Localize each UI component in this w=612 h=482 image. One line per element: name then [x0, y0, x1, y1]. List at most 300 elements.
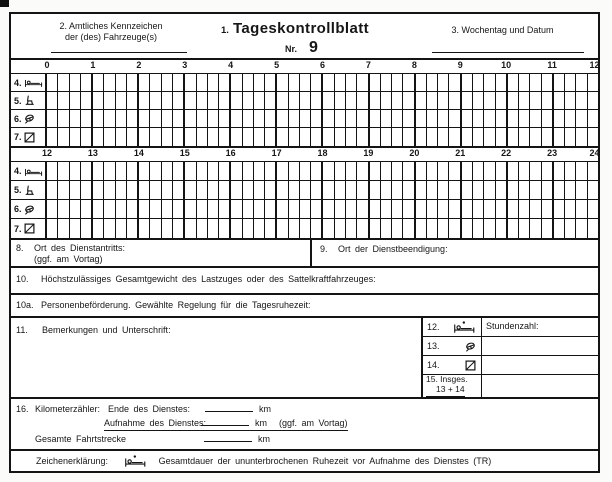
time-quarter-cell[interactable]: [462, 181, 473, 199]
time-quarter-cell[interactable]: [576, 128, 587, 146]
time-quarter-cell[interactable]: [335, 110, 346, 127]
time-quarter-cell[interactable]: [70, 128, 81, 146]
time-quarter-cell[interactable]: [254, 219, 265, 238]
time-quarter-cell[interactable]: [311, 181, 321, 199]
time-quarter-cell[interactable]: [104, 92, 115, 109]
time-quarter-cell[interactable]: [81, 162, 91, 180]
time-quarter-cell[interactable]: [473, 74, 484, 91]
time-quarter-cell[interactable]: [530, 92, 541, 109]
time-quarter-cell[interactable]: [416, 128, 427, 146]
time-quarter-cell[interactable]: [173, 74, 183, 91]
time-quarter-cell[interactable]: [438, 219, 449, 238]
time-quarter-cell[interactable]: [139, 200, 150, 218]
time-quarter-cell[interactable]: [554, 128, 565, 146]
time-quarter-cell[interactable]: [300, 200, 311, 218]
time-quarter-cell[interactable]: [197, 128, 208, 146]
time-quarter-cell[interactable]: [208, 162, 219, 180]
time-quarter-cell[interactable]: [243, 219, 254, 238]
time-quarter-cell[interactable]: [150, 128, 161, 146]
time-quarter-cell[interactable]: [588, 92, 598, 109]
time-quarter-cell[interactable]: [462, 200, 473, 218]
time-quarter-cell[interactable]: [162, 162, 173, 180]
time-quarter-cell[interactable]: [185, 110, 196, 127]
time-quarter-cell[interactable]: [449, 128, 459, 146]
field-8-duty-start-place[interactable]: [11, 240, 312, 266]
time-quarter-cell[interactable]: [173, 110, 183, 127]
time-quarter-cell[interactable]: [335, 200, 346, 218]
time-quarter-cell[interactable]: [427, 181, 438, 199]
time-quarter-cell[interactable]: [484, 200, 495, 218]
time-quarter-cell[interactable]: [289, 128, 300, 146]
time-quarter-cell[interactable]: [496, 219, 506, 238]
time-quarter-cell[interactable]: [416, 219, 427, 238]
time-quarter-cell[interactable]: [150, 181, 161, 199]
time-quarter-cell[interactable]: [219, 200, 229, 218]
time-quarter-cell[interactable]: [289, 74, 300, 91]
time-quarter-cell[interactable]: [508, 128, 519, 146]
time-quarter-cell[interactable]: [588, 181, 598, 199]
time-quarter-cell[interactable]: [150, 219, 161, 238]
time-quarter-cell[interactable]: [496, 74, 506, 91]
time-quarter-cell[interactable]: [462, 128, 473, 146]
time-quarter-cell[interactable]: [243, 200, 254, 218]
time-quarter-cell[interactable]: [289, 110, 300, 127]
time-quarter-cell[interactable]: [47, 74, 58, 91]
time-quarter-cell[interactable]: [542, 200, 552, 218]
time-quarter-cell[interactable]: [519, 110, 530, 127]
time-quarter-cell[interactable]: [58, 219, 69, 238]
time-quarter-cell[interactable]: [484, 74, 495, 91]
time-quarter-cell[interactable]: [219, 74, 229, 91]
time-quarter-cell[interactable]: [81, 200, 91, 218]
time-quarter-cell[interactable]: [311, 162, 321, 180]
time-quarter-cell[interactable]: [403, 162, 413, 180]
time-quarter-cell[interactable]: [104, 219, 115, 238]
time-quarter-cell[interactable]: [519, 200, 530, 218]
time-quarter-cell[interactable]: [185, 200, 196, 218]
time-quarter-cell[interactable]: [127, 128, 137, 146]
time-quarter-cell[interactable]: [508, 200, 519, 218]
time-quarter-cell[interactable]: [311, 219, 321, 238]
time-quarter-cell[interactable]: [542, 92, 552, 109]
time-quarter-cell[interactable]: [508, 181, 519, 199]
time-quarter-cell[interactable]: [93, 92, 104, 109]
time-quarter-cell[interactable]: [530, 74, 541, 91]
time-quarter-cell[interactable]: [231, 181, 242, 199]
time-quarter-cell[interactable]: [370, 74, 381, 91]
time-quarter-cell[interactable]: [150, 74, 161, 91]
time-quarter-cell[interactable]: [243, 74, 254, 91]
time-quarter-cell[interactable]: [381, 74, 392, 91]
time-quarter-cell[interactable]: [335, 162, 346, 180]
time-quarter-cell[interactable]: [197, 219, 208, 238]
time-quarter-cell[interactable]: [496, 110, 506, 127]
time-quarter-cell[interactable]: [139, 74, 150, 91]
time-quarter-cell[interactable]: [127, 92, 137, 109]
time-quarter-cell[interactable]: [162, 200, 173, 218]
time-quarter-cell[interactable]: [392, 110, 403, 127]
time-quarter-cell[interactable]: [554, 92, 565, 109]
time-quarter-cell[interactable]: [104, 162, 115, 180]
time-quarter-cell[interactable]: [357, 181, 367, 199]
time-quarter-cell[interactable]: [438, 74, 449, 91]
time-quarter-cell[interactable]: [496, 128, 506, 146]
time-quarter-cell[interactable]: [565, 110, 576, 127]
time-quarter-cell[interactable]: [104, 200, 115, 218]
time-quarter-cell[interactable]: [335, 128, 346, 146]
time-quarter-cell[interactable]: [576, 219, 587, 238]
time-quarter-cell[interactable]: [530, 181, 541, 199]
time-quarter-cell[interactable]: [70, 219, 81, 238]
odometer-start-write-line[interactable]: [201, 418, 249, 426]
time-quarter-cell[interactable]: [277, 110, 288, 127]
time-quarter-cell[interactable]: [311, 200, 321, 218]
time-quarter-cell[interactable]: [403, 128, 413, 146]
time-quarter-cell[interactable]: [392, 128, 403, 146]
time-quarter-cell[interactable]: [530, 162, 541, 180]
time-quarter-cell[interactable]: [588, 128, 598, 146]
time-quarter-cell[interactable]: [265, 200, 275, 218]
time-quarter-cell[interactable]: [462, 92, 473, 109]
time-quarter-cell[interactable]: [496, 92, 506, 109]
time-quarter-cell[interactable]: [139, 219, 150, 238]
time-quarter-cell[interactable]: [346, 128, 357, 146]
time-quarter-cell[interactable]: [289, 219, 300, 238]
time-quarter-cell[interactable]: [588, 110, 598, 127]
time-quarter-cell[interactable]: [208, 181, 219, 199]
time-quarter-cell[interactable]: [311, 74, 321, 91]
time-quarter-cell[interactable]: [588, 74, 598, 91]
time-quarter-cell[interactable]: [185, 74, 196, 91]
time-quarter-cell[interactable]: [70, 162, 81, 180]
time-quarter-cell[interactable]: [438, 92, 449, 109]
time-quarter-cell[interactable]: [403, 219, 413, 238]
time-quarter-cell[interactable]: [70, 181, 81, 199]
time-quarter-cell[interactable]: [554, 162, 565, 180]
field-3-write-line[interactable]: [432, 52, 584, 53]
time-quarter-cell[interactable]: [357, 219, 367, 238]
time-quarter-cell[interactable]: [185, 92, 196, 109]
time-quarter-cell[interactable]: [496, 162, 506, 180]
time-quarter-cell[interactable]: [554, 219, 565, 238]
time-quarter-cell[interactable]: [162, 74, 173, 91]
time-quarter-cell[interactable]: [150, 162, 161, 180]
time-quarter-cell[interactable]: [576, 110, 587, 127]
time-quarter-cell[interactable]: [231, 92, 242, 109]
time-quarter-cell[interactable]: [346, 162, 357, 180]
time-quarter-cell[interactable]: [496, 181, 506, 199]
time-quarter-cell[interactable]: [277, 219, 288, 238]
time-quarter-cell[interactable]: [519, 162, 530, 180]
time-quarter-cell[interactable]: [449, 92, 459, 109]
time-quarter-cell[interactable]: [162, 219, 173, 238]
time-quarter-cell[interactable]: [403, 74, 413, 91]
time-quarter-cell[interactable]: [416, 181, 427, 199]
stundenzahl-cell[interactable]: [482, 318, 598, 336]
time-quarter-cell[interactable]: [357, 162, 367, 180]
time-quarter-cell[interactable]: [81, 74, 91, 91]
time-quarter-cell[interactable]: [449, 200, 459, 218]
time-quarter-cell[interactable]: [588, 219, 598, 238]
time-quarter-cell[interactable]: [462, 74, 473, 91]
time-quarter-cell[interactable]: [289, 181, 300, 199]
time-quarter-cell[interactable]: [484, 128, 495, 146]
time-quarter-cell[interactable]: [277, 181, 288, 199]
time-quarter-cell[interactable]: [438, 128, 449, 146]
time-quarter-cell[interactable]: [208, 92, 219, 109]
time-quarter-cell[interactable]: [231, 128, 242, 146]
time-quarter-cell[interactable]: [370, 110, 381, 127]
time-quarter-cell[interactable]: [58, 181, 69, 199]
time-quarter-cell[interactable]: [116, 74, 127, 91]
time-quarter-cell[interactable]: [473, 92, 484, 109]
time-quarter-cell[interactable]: [254, 162, 265, 180]
time-quarter-cell[interactable]: [162, 181, 173, 199]
time-quarter-cell[interactable]: [427, 128, 438, 146]
time-quarter-cell[interactable]: [427, 219, 438, 238]
time-quarter-cell[interactable]: [127, 110, 137, 127]
time-quarter-cell[interactable]: [427, 200, 438, 218]
time-quarter-cell[interactable]: [127, 181, 137, 199]
time-quarter-cell[interactable]: [197, 181, 208, 199]
time-quarter-cell[interactable]: [58, 92, 69, 109]
time-quarter-cell[interactable]: [381, 110, 392, 127]
time-quarter-cell[interactable]: [542, 181, 552, 199]
time-quarter-cell[interactable]: [47, 162, 58, 180]
time-quarter-cell[interactable]: [139, 110, 150, 127]
time-quarter-cell[interactable]: [254, 92, 265, 109]
time-quarter-cell[interactable]: [311, 128, 321, 146]
time-quarter-cell[interactable]: [427, 110, 438, 127]
time-quarter-cell[interactable]: [300, 92, 311, 109]
time-quarter-cell[interactable]: [323, 74, 334, 91]
time-quarter-cell[interactable]: [484, 110, 495, 127]
time-quarter-cell[interactable]: [392, 74, 403, 91]
time-quarter-cell[interactable]: [565, 181, 576, 199]
time-quarter-cell[interactable]: [427, 74, 438, 91]
time-quarter-cell[interactable]: [438, 162, 449, 180]
time-quarter-cell[interactable]: [565, 200, 576, 218]
time-quarter-cell[interactable]: [473, 181, 484, 199]
time-quarter-cell[interactable]: [208, 110, 219, 127]
summary-row-14-value[interactable]: [482, 356, 598, 374]
time-quarter-cell[interactable]: [542, 219, 552, 238]
time-quarter-cell[interactable]: [81, 128, 91, 146]
time-quarter-cell[interactable]: [370, 219, 381, 238]
time-quarter-cell[interactable]: [173, 200, 183, 218]
time-quarter-cell[interactable]: [311, 110, 321, 127]
time-quarter-cell[interactable]: [381, 181, 392, 199]
time-quarter-cell[interactable]: [208, 128, 219, 146]
time-quarter-cell[interactable]: [139, 181, 150, 199]
time-quarter-cell[interactable]: [58, 110, 69, 127]
time-quarter-cell[interactable]: [484, 219, 495, 238]
time-quarter-cell[interactable]: [530, 219, 541, 238]
time-quarter-cell[interactable]: [403, 110, 413, 127]
time-quarter-cell[interactable]: [208, 200, 219, 218]
time-quarter-cell[interactable]: [530, 128, 541, 146]
field-10a-write-area[interactable]: [311, 300, 598, 316]
time-quarter-cell[interactable]: [381, 200, 392, 218]
time-quarter-cell[interactable]: [58, 128, 69, 146]
time-quarter-cell[interactable]: [519, 74, 530, 91]
time-quarter-cell[interactable]: [162, 128, 173, 146]
time-quarter-cell[interactable]: [219, 162, 229, 180]
time-quarter-cell[interactable]: [219, 92, 229, 109]
time-quarter-cell[interactable]: [277, 74, 288, 91]
time-quarter-cell[interactable]: [289, 200, 300, 218]
time-quarter-cell[interactable]: [127, 162, 137, 180]
time-quarter-cell[interactable]: [162, 92, 173, 109]
time-quarter-cell[interactable]: [116, 200, 127, 218]
time-quarter-cell[interactable]: [530, 110, 541, 127]
time-quarter-cell[interactable]: [81, 92, 91, 109]
time-quarter-cell[interactable]: [47, 110, 58, 127]
time-quarter-cell[interactable]: [496, 200, 506, 218]
time-quarter-cell[interactable]: [93, 162, 104, 180]
time-quarter-cell[interactable]: [231, 219, 242, 238]
summary-row-13-value[interactable]: [482, 337, 598, 355]
time-quarter-cell[interactable]: [370, 92, 381, 109]
time-quarter-cell[interactable]: [300, 74, 311, 91]
time-quarter-cell[interactable]: [462, 219, 473, 238]
time-quarter-cell[interactable]: [357, 110, 367, 127]
time-quarter-cell[interactable]: [58, 200, 69, 218]
time-quarter-cell[interactable]: [508, 110, 519, 127]
time-quarter-cell[interactable]: [416, 74, 427, 91]
time-quarter-cell[interactable]: [300, 181, 311, 199]
time-quarter-cell[interactable]: [70, 74, 81, 91]
time-quarter-cell[interactable]: [139, 162, 150, 180]
time-quarter-cell[interactable]: [127, 219, 137, 238]
time-quarter-cell[interactable]: [427, 162, 438, 180]
time-quarter-cell[interactable]: [323, 110, 334, 127]
time-quarter-cell[interactable]: [462, 110, 473, 127]
field-10-write-area[interactable]: [376, 274, 598, 293]
time-quarter-cell[interactable]: [323, 92, 334, 109]
time-quarter-cell[interactable]: [185, 162, 196, 180]
time-quarter-cell[interactable]: [219, 219, 229, 238]
time-quarter-cell[interactable]: [508, 219, 519, 238]
time-quarter-cell[interactable]: [554, 200, 565, 218]
time-quarter-cell[interactable]: [519, 181, 530, 199]
time-quarter-cell[interactable]: [185, 181, 196, 199]
time-quarter-cell[interactable]: [462, 162, 473, 180]
time-quarter-cell[interactable]: [335, 219, 346, 238]
time-quarter-cell[interactable]: [173, 128, 183, 146]
time-quarter-cell[interactable]: [93, 181, 104, 199]
time-quarter-cell[interactable]: [139, 128, 150, 146]
time-quarter-cell[interactable]: [576, 181, 587, 199]
time-quarter-cell[interactable]: [392, 219, 403, 238]
time-quarter-cell[interactable]: [554, 74, 565, 91]
time-quarter-cell[interactable]: [265, 92, 275, 109]
time-quarter-cell[interactable]: [81, 219, 91, 238]
time-quarter-cell[interactable]: [116, 219, 127, 238]
time-quarter-cell[interactable]: [346, 200, 357, 218]
time-quarter-cell[interactable]: [508, 92, 519, 109]
time-quarter-cell[interactable]: [335, 92, 346, 109]
time-quarter-cell[interactable]: [381, 219, 392, 238]
time-quarter-cell[interactable]: [403, 92, 413, 109]
time-quarter-cell[interactable]: [323, 181, 334, 199]
time-quarter-cell[interactable]: [473, 110, 484, 127]
time-quarter-cell[interactable]: [508, 74, 519, 91]
field-9-duty-end-place[interactable]: [312, 240, 598, 266]
time-quarter-cell[interactable]: [370, 162, 381, 180]
time-quarter-cell[interactable]: [416, 162, 427, 180]
time-quarter-cell[interactable]: [93, 74, 104, 91]
time-quarter-cell[interactable]: [346, 219, 357, 238]
time-quarter-cell[interactable]: [588, 200, 598, 218]
time-quarter-cell[interactable]: [277, 92, 288, 109]
time-quarter-cell[interactable]: [370, 128, 381, 146]
time-quarter-cell[interactable]: [357, 128, 367, 146]
time-quarter-cell[interactable]: [576, 92, 587, 109]
time-quarter-cell[interactable]: [81, 110, 91, 127]
time-quarter-cell[interactable]: [197, 110, 208, 127]
time-quarter-cell[interactable]: [208, 219, 219, 238]
time-quarter-cell[interactable]: [554, 110, 565, 127]
time-quarter-cell[interactable]: [289, 162, 300, 180]
time-quarter-cell[interactable]: [254, 128, 265, 146]
time-quarter-cell[interactable]: [370, 181, 381, 199]
time-quarter-cell[interactable]: [323, 200, 334, 218]
time-quarter-cell[interactable]: [473, 128, 484, 146]
time-quarter-cell[interactable]: [346, 181, 357, 199]
time-quarter-cell[interactable]: [357, 92, 367, 109]
time-quarter-cell[interactable]: [243, 181, 254, 199]
time-quarter-cell[interactable]: [208, 74, 219, 91]
time-quarter-cell[interactable]: [335, 74, 346, 91]
time-quarter-cell[interactable]: [254, 181, 265, 199]
time-quarter-cell[interactable]: [416, 92, 427, 109]
time-quarter-cell[interactable]: [243, 92, 254, 109]
time-quarter-cell[interactable]: [81, 181, 91, 199]
time-quarter-cell[interactable]: [438, 181, 449, 199]
time-quarter-cell[interactable]: [104, 181, 115, 199]
field-2-write-line[interactable]: [51, 52, 187, 53]
time-quarter-cell[interactable]: [173, 219, 183, 238]
time-quarter-cell[interactable]: [392, 181, 403, 199]
time-quarter-cell[interactable]: [554, 181, 565, 199]
time-quarter-cell[interactable]: [231, 74, 242, 91]
time-quarter-cell[interactable]: [243, 110, 254, 127]
time-quarter-cell[interactable]: [346, 110, 357, 127]
time-quarter-cell[interactable]: [300, 110, 311, 127]
time-quarter-cell[interactable]: [127, 200, 137, 218]
time-quarter-cell[interactable]: [265, 74, 275, 91]
time-quarter-cell[interactable]: [300, 219, 311, 238]
time-quarter-cell[interactable]: [438, 200, 449, 218]
time-quarter-cell[interactable]: [300, 128, 311, 146]
time-quarter-cell[interactable]: [542, 110, 552, 127]
time-quarter-cell[interactable]: [565, 74, 576, 91]
time-quarter-cell[interactable]: [104, 74, 115, 91]
time-quarter-cell[interactable]: [70, 110, 81, 127]
time-quarter-cell[interactable]: [139, 92, 150, 109]
time-quarter-cell[interactable]: [173, 181, 183, 199]
time-quarter-cell[interactable]: [173, 162, 183, 180]
time-quarter-cell[interactable]: [392, 162, 403, 180]
time-quarter-cell[interactable]: [231, 162, 242, 180]
time-quarter-cell[interactable]: [47, 200, 58, 218]
time-quarter-cell[interactable]: [323, 219, 334, 238]
time-quarter-cell[interactable]: [219, 110, 229, 127]
time-quarter-cell[interactable]: [104, 110, 115, 127]
time-quarter-cell[interactable]: [70, 200, 81, 218]
time-quarter-cell[interactable]: [473, 219, 484, 238]
